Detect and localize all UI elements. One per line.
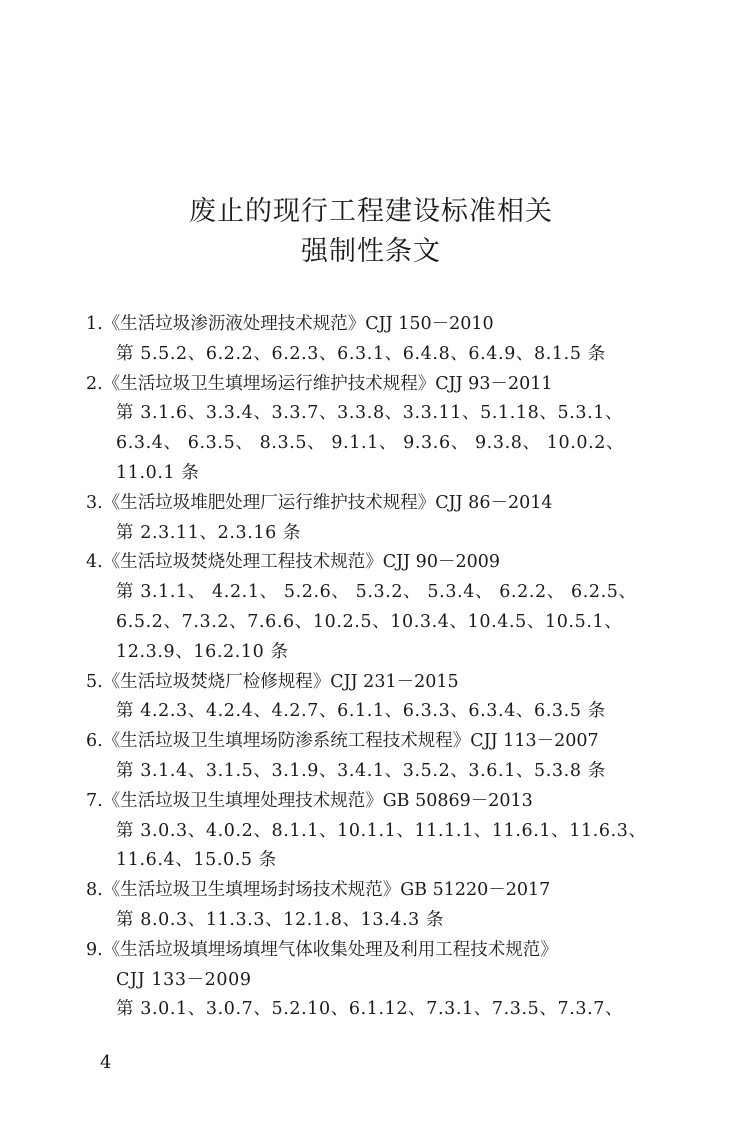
standard-title: 《生活垃圾卫生填埋处理技术规范》GB 50869－2013: [102, 790, 533, 811]
standard-title-line: [86, 668, 666, 698]
clause-line: 第 3.1.4、3.1.5、3.1.9、3.4.1、3.5.2、3.6.1、5.3.8 条: [116, 760, 606, 781]
standard-title-line: [86, 936, 666, 966]
clause-line: 11.6.4、15.0.5 条: [116, 850, 277, 871]
standards-list: [86, 310, 666, 1025]
standard-title-line: [86, 876, 666, 906]
item-number: 4.: [86, 552, 103, 573]
item-number: 8.: [86, 880, 103, 901]
item-number: 5.: [86, 671, 103, 692]
list-item: [86, 310, 666, 370]
standard-title: 《生活垃圾卫生填埋场封场技术规范》GB 51220－2017: [102, 880, 551, 901]
list-item: [86, 370, 666, 489]
page-number: 4: [100, 1052, 112, 1073]
item-number: 1.: [86, 314, 103, 334]
standard-title: 《生活垃圾卫生填埋场运行维护技术规程》CJJ 93－2011: [102, 373, 553, 394]
clause-line: CJJ 133－2009: [116, 969, 252, 990]
page-title-line-2: 强制性条文: [301, 236, 441, 267]
clause-line: 第 3.0.1、3.0.7、5.2.10、6.1.12、7.3.1、7.3.5、7.3.7、: [116, 999, 624, 1020]
clause-line: 6.5.2、7.3.2、7.6.6、10.2.5、10.3.4、10.4.5、10.5.1、: [116, 611, 623, 632]
clause-line: 第 8.0.3、11.3.3、12.1.8、13.4.3 条: [116, 909, 445, 930]
standard-title-line: [86, 370, 666, 400]
list-item: [86, 489, 666, 549]
page-title-line-1: 废止的现行工程建设标准相关: [189, 196, 553, 227]
list-item: [86, 548, 666, 667]
standard-title-line: [86, 310, 666, 340]
standard-title: 《生活垃圾焚烧处理工程技术规范》CJJ 90－2009: [102, 552, 500, 573]
clause-line: 6.3.4、 6.3.5、 8.3.5、 9.1.1、 9.3.6、 9.3.8、 10.0.2、: [116, 433, 625, 454]
clause-line: 第 2.3.11、2.3.16 条: [116, 522, 302, 543]
item-number: 6.: [86, 731, 103, 752]
item-number: 3.: [86, 492, 103, 513]
standard-title-line: [86, 787, 666, 817]
clause-line: 11.0.1 条: [116, 462, 200, 483]
clause-line: 第 3.0.3、4.0.2、8.1.1、10.1.1、11.1.1、11.6.1、11.6.3、: [116, 820, 647, 841]
clause-line: 第 3.1.1、 4.2.1、 5.2.6、 5.3.2、 5.3.4、 6.2.2、 6.2.5、: [116, 582, 637, 603]
list-item: [86, 668, 666, 728]
list-item: [86, 876, 666, 936]
list-item: [86, 787, 666, 876]
standard-title: 《生活垃圾渗沥液处理技术规范》CJJ 150－2010: [102, 314, 494, 334]
item-number: 9.: [86, 939, 103, 960]
item-number: 2.: [86, 373, 103, 394]
standard-title: 《生活垃圾焚烧厂检修规程》CJJ 231－2015: [102, 671, 459, 692]
item-number: 7.: [86, 790, 103, 811]
clause-line: 第 5.5.2、6.2.2、6.2.3、6.3.1、6.4.8、6.4.9、8.1.5 条: [116, 343, 606, 364]
standard-title: 《生活垃圾卫生填埋场防渗系统工程技术规程》CJJ 113－2007: [102, 731, 599, 752]
clause-line: 第 4.2.3、4.2.4、4.2.7、6.1.1、6.3.3、6.3.4、6.3.5 条: [116, 701, 606, 722]
clause-line: 12.3.9、16.2.10 条: [116, 641, 289, 662]
standard-title-line: [86, 727, 666, 757]
standard-title: 《生活垃圾堆肥处理厂运行维护技术规程》CJJ 86－2014: [102, 492, 553, 513]
list-item: [86, 936, 666, 1025]
standard-title-line: [86, 489, 666, 519]
clause-line: 第 3.1.6、3.3.4、3.3.7、3.3.8、3.3.11、5.1.18、5.3.1、: [116, 403, 624, 424]
standard-title: 《生活垃圾填埋场填埋气体收集处理及利用工程技术规范》: [102, 939, 558, 960]
standard-title-line: [86, 548, 666, 578]
list-item: [86, 727, 666, 787]
